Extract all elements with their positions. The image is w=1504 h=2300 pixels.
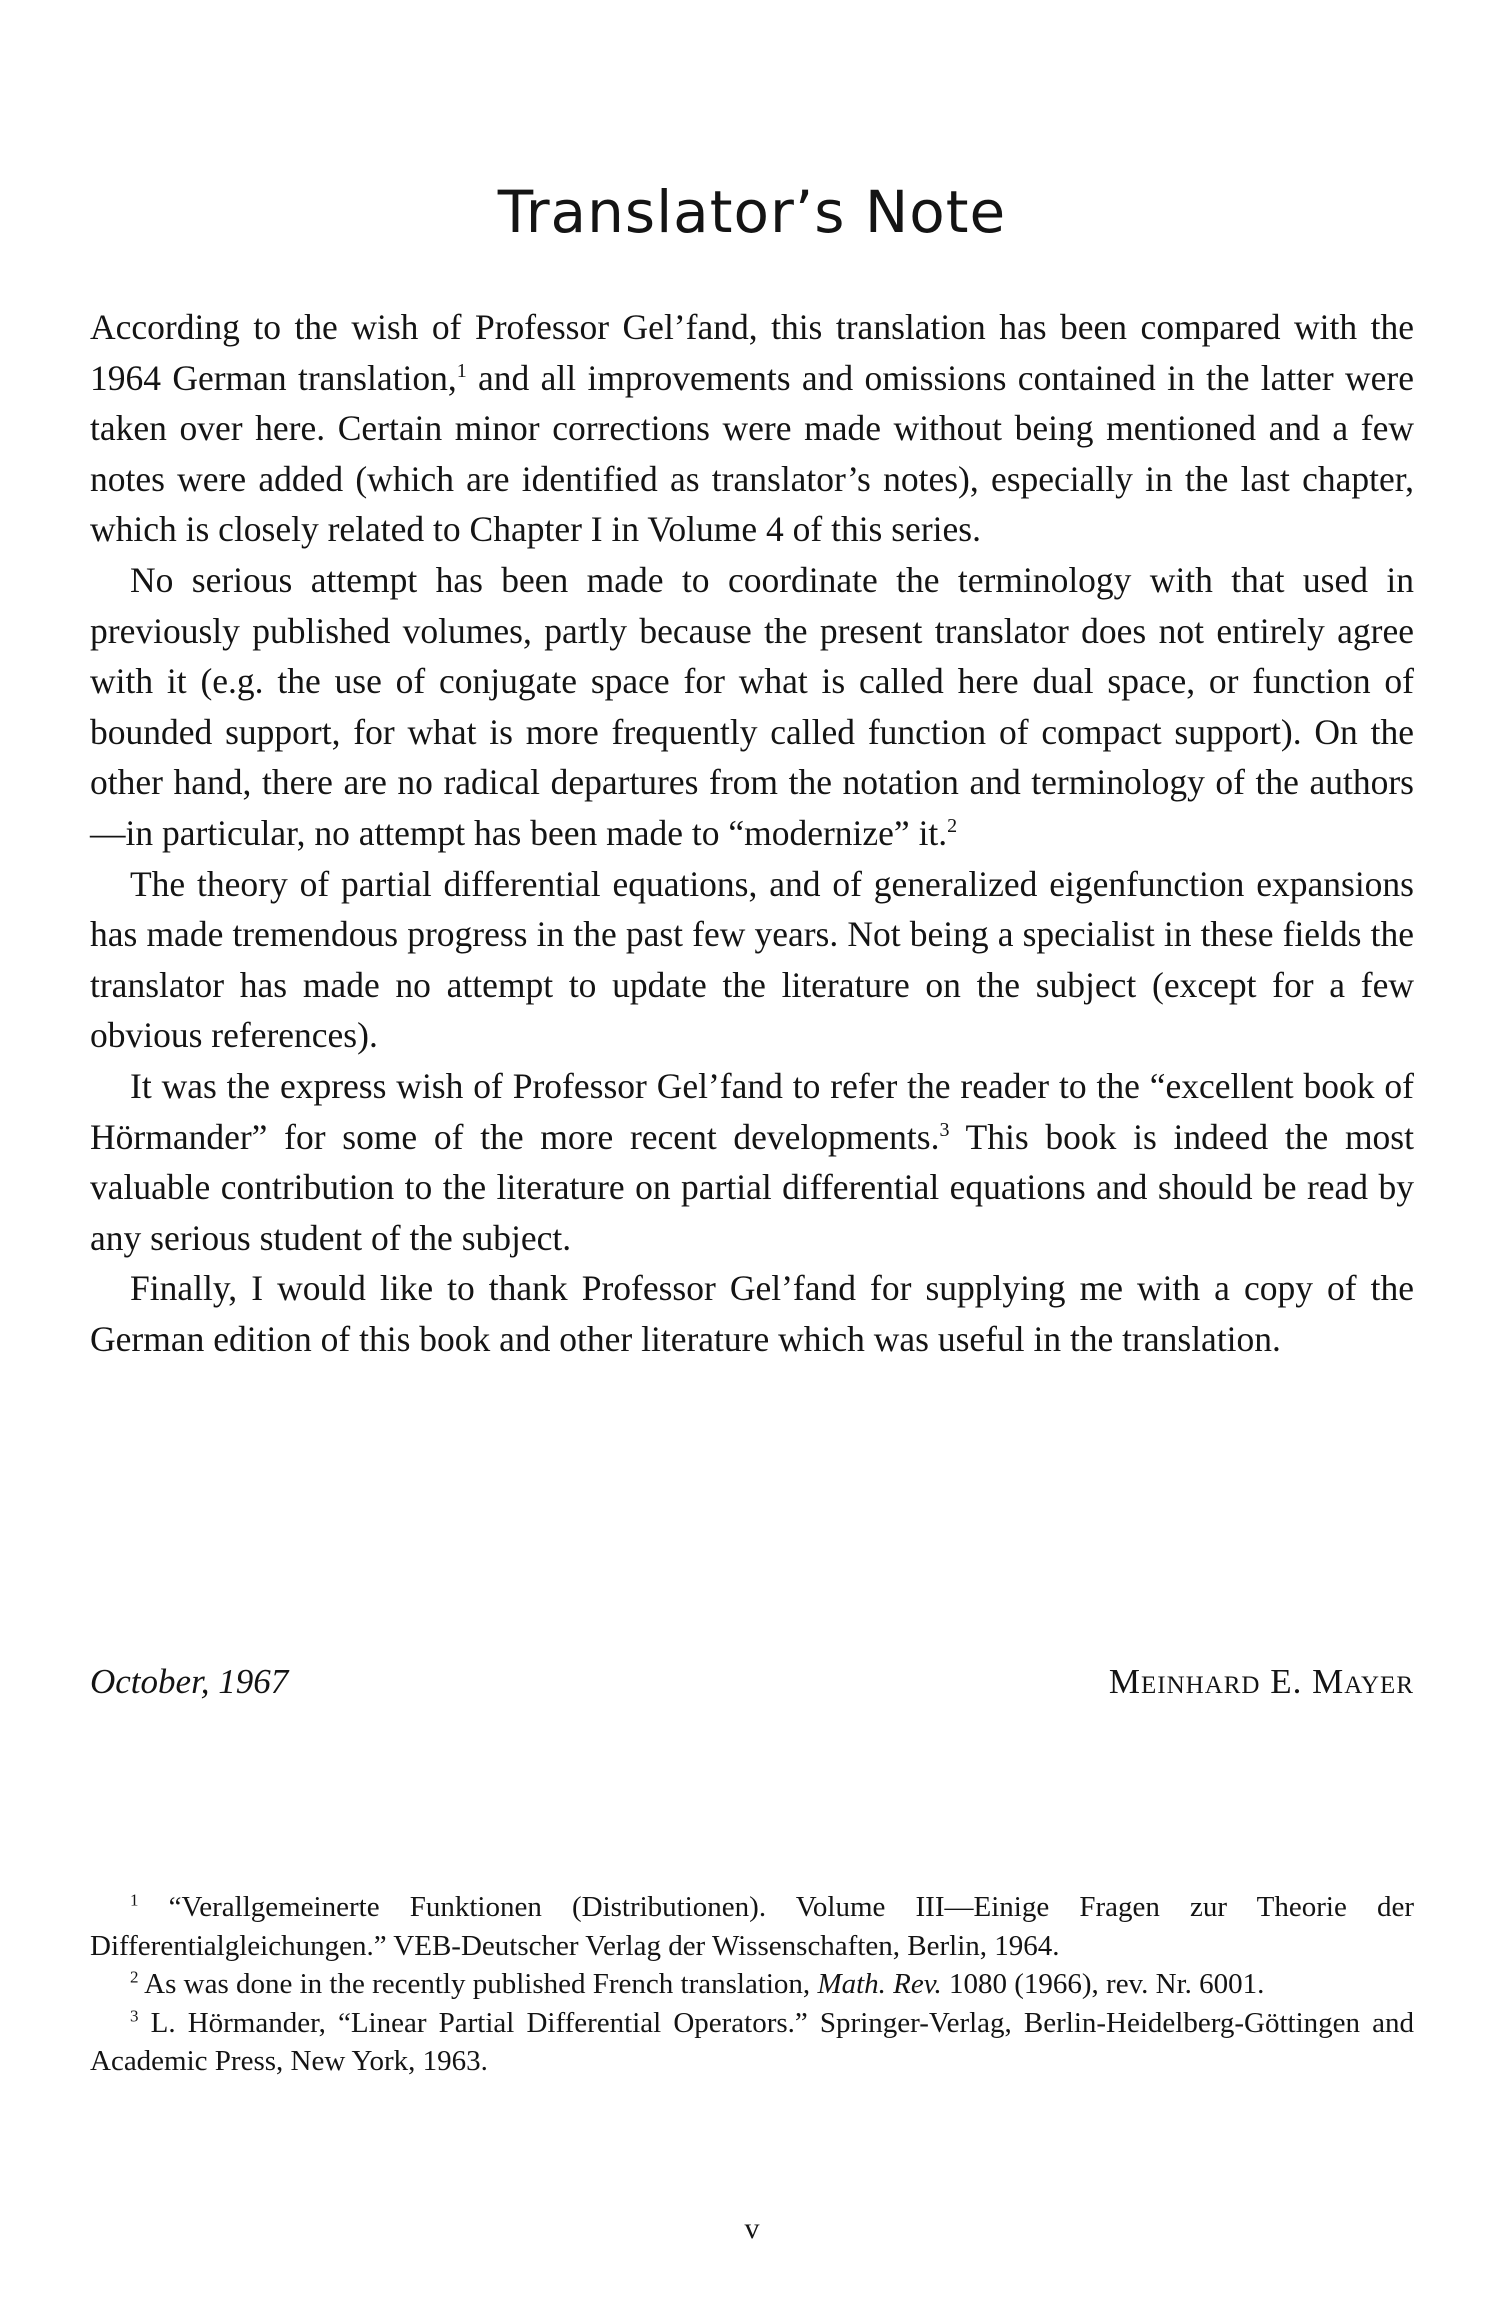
note-body (90, 302, 1414, 1364)
page-title: Translator’s Note (497, 178, 1007, 246)
footnote-2-text-a: As was done in the recently published French translation, (138, 1968, 818, 2001)
paragraph-4-text-a: It was the express wish of Professor Gel’fand to refer the reader to the “excellent book of Hörmander” for some of the more recent developments. (90, 1065, 1414, 1157)
footnote-3 (90, 2004, 1414, 2081)
footnote-2-journal: Math. Rev. (817, 1968, 942, 2001)
footnote-2 (90, 1965, 1414, 2004)
page-number: v (744, 2212, 760, 2245)
signature-name: Meinhard E. Mayer (1108, 1662, 1414, 1701)
footnote-mark-2: 2 (130, 1967, 139, 1987)
paragraph-2 (90, 555, 1414, 859)
footnote-mark-3: 3 (130, 2006, 139, 2026)
page (90, 0, 1414, 2300)
footnotes (90, 1888, 1414, 2081)
paragraph-1-text-a: According to the wish of Professor Gel’fand, this translation has been compared with the 1964 German translation, (90, 307, 1414, 398)
paragraph-5: Finally, I would like to thank Professor Gel’fand for supplying me with a copy of the German edition of this book and other literature which was useful in the translation. (90, 1268, 1414, 1359)
footnote-ref-1[interactable]: 1 (456, 359, 467, 382)
paragraph-4-text-b: This book is indeed the most valuable contribution to the literature on partial differential equations and should be read by any serious student of the subject. (90, 1116, 1414, 1258)
footnote-ref-3[interactable]: 3 (939, 1118, 950, 1141)
footnote-2-text-b: 1080 (1966), rev. Nr. 6001. (941, 1968, 1265, 2001)
paragraph-2-text: No serious attempt has been made to coordinate the terminology with that used in previously published volumes, partly because the present translator does not entirely agree with it (e.g. the use of conjugate space for what is called here dual space, or function of bounded support, for what is more frequently called function of compact support). On the other hand, there are no radical departures from the notation and terminology of the authors—in particular, no attempt has been made to “modernize” it. (90, 559, 1414, 853)
signature-date: October, 1967 (90, 1662, 289, 1701)
footnote-mark-1: 1 (130, 1890, 139, 1910)
paragraph-1 (90, 302, 1414, 555)
paragraph-4 (90, 1061, 1414, 1263)
paragraph-3: The theory of partial differential equations, and of generalized eigenfunction expansions has made tremendous progress in the past few years. Not being a specialist in these fields the translator has made no attempt to update the literature on the subject (except for a few obvious references). (90, 863, 1414, 1056)
signature-block (90, 1662, 1414, 1712)
footnote-ref-2[interactable]: 2 (947, 815, 958, 838)
footnote-3-text: L. Hörmander, “Linear Partial Differential Operators.” Springer-Verlag, Berlin-Heidelberg-Göttingen and Academic Press, New York, 1963. (90, 2006, 1414, 2078)
paragraph-1-text-b: and all improvements and omissions contained in the latter were taken over here. Certain minor corrections were made without being mentioned and a few notes were added (which are identified as translator’s notes), especially in the last chapter, which is closely related to Chapter I in Volume 4 of this series. (90, 357, 1414, 550)
footnote-1-text: “Verallgemeinerte Funktionen (Distributionen). Volume III—Einige Fragen zur Theorie der Differentialgleichungen.” VEB-Deutscher Verlag der Wissenschaften, Berlin, 1964. (90, 1891, 1414, 1962)
footnote-1 (90, 1888, 1414, 1965)
